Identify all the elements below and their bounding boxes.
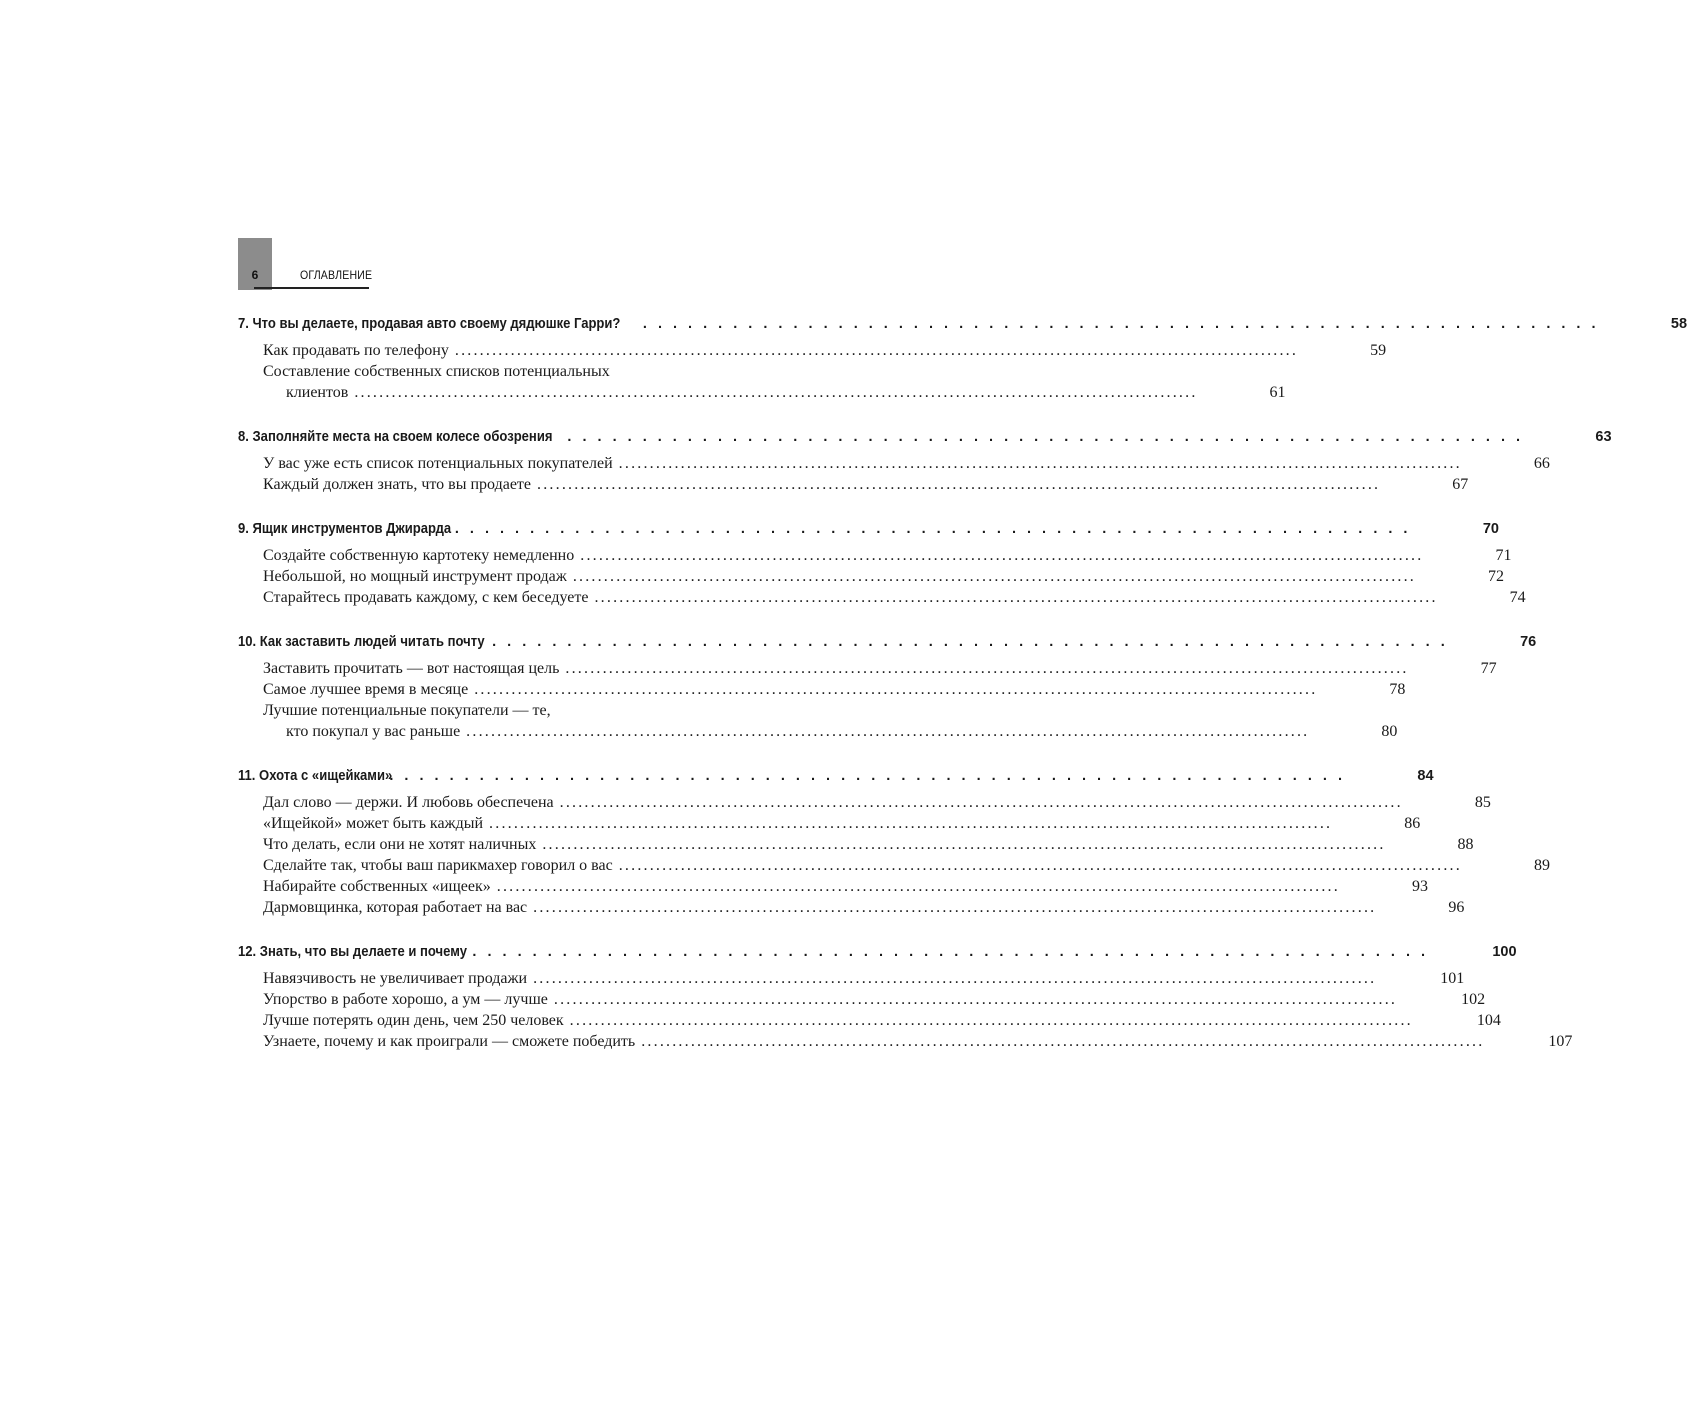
section-page-number: 80 [1381,723,1398,740]
toc-chapter [238,942,1573,1052]
section-entry[interactable] [238,813,1421,834]
section-entry[interactable] [238,658,1497,679]
chapter-page-number: 100 [1492,944,1517,960]
section-title: Что делать, если они не хотят наличных [263,836,537,853]
section-page-number: 74 [1509,589,1526,606]
chapter-page-number: 63 [1595,429,1612,445]
section-page-number: 71 [1495,547,1512,564]
chapter-title: 12. Знать, что вы делаете и почему [238,944,467,960]
section-entry[interactable] [238,587,1526,608]
section-title-line[interactable]: Лучшие потенциальные покупатели — те, [263,702,551,719]
section-page-number: 72 [1488,568,1505,585]
dot-leader: ........................................................................................................................................ [454,342,1299,359]
section-page-number: 107 [1548,1033,1573,1050]
dot-leader: ........................................................................................................................................ [594,589,1438,606]
chapter-entry[interactable] [238,519,1499,540]
section-entry[interactable] [238,566,1505,587]
section-title: Узнаете, почему и как проиграли — сможете победить [263,1033,636,1050]
chapter-page-number: 58 [1670,316,1687,332]
dot-leader: . . . . . . . . . . . . . . . . . . . . . . . . . . . . . . . . . . . . . . . . . . . . . . . . . . . . . . . . . . . . . . . . [642,316,1600,332]
dot-leader: ........................................................................................................................................ [466,723,1310,740]
section-entry[interactable] [238,876,1428,897]
section-title: Заставить прочитать — вот настоящая цель [263,660,560,677]
section-page-number: 66 [1533,455,1550,472]
dot-leader: . . . . . . . . . . . . . . . . . . . . . . . . . . . . . . . . . . . . . . . . . . . . . . . . . . . . . . . . . . . . . . . . [389,768,1346,784]
section-title: Старайтесь продавать каждому, с кем беседуете [263,589,589,606]
chapter-entry[interactable] [238,942,1517,963]
page-number-tab [238,238,272,290]
section-page-number: 93 [1411,878,1428,895]
section-entry[interactable] [238,340,1387,361]
section-entry[interactable] [238,474,1469,495]
dot-leader: ........................................................................................................................................ [565,660,1409,677]
table-of-contents [238,314,1687,1076]
chapter-title: 10. Как заставить людей читать почту [238,634,485,650]
chapter-page-number: 84 [1417,768,1434,784]
dot-leader: ........................................................................................................................................ [618,857,1462,874]
section-entry[interactable] [238,1010,1501,1031]
section-page-number: 86 [1404,815,1421,832]
section-title: Сделайте так, чтобы ваш парикмахер говорил о вас [263,857,613,874]
section-title: Как продавать по телефону [263,342,449,359]
section-title: У вас уже есть список потенциальных покупателей [263,455,613,472]
section-title: Дармовщинка, которая работает на вас [263,899,528,916]
dot-leader: . . . . . . . . . . . . . . . . . . . . . . . . . . . . . . . . . . . . . . . . . . . . . . . . . . . . . . . . . . . . . . . . [492,634,1449,650]
section-title: Самое лучшее время в месяце [263,681,469,698]
section-page-number: 59 [1370,342,1387,359]
chapter-title: 7. Что вы делаете, продавая авто своему дядюшке Гарри? [238,316,621,332]
dot-leader: ........................................................................................................................................ [569,1012,1413,1029]
toc-chapter [238,766,1550,918]
section-entry[interactable] [238,545,1512,566]
section-title-line[interactable]: Составление собственных списков потенциальных [263,363,610,380]
section-entry[interactable] [238,989,1486,1010]
section-entry[interactable] [238,897,1465,918]
dot-leader: ........................................................................................................................................ [354,384,1198,401]
section-title: Создайте собственную картотеку немедленно [263,547,575,564]
section-page-number: 67 [1452,476,1469,493]
toc-chapter [238,427,1612,495]
chapter-entry[interactable] [238,314,1687,335]
dot-leader: . . . . . . . . . . . . . . . . . . . . . . . . . . . . . . . . . . . . . . . . . . . . . . . . . . . . . . . . . . . . . . . . [567,429,1524,445]
header-rule [254,287,369,289]
section-title: Каждый должен знать, что вы продаете [263,476,532,493]
section-title: Навязчивость не увеличивает продажи [263,970,528,987]
dot-leader: ........................................................................................................................................ [618,455,1462,472]
dot-leader: ........................................................................................................................................ [580,547,1424,564]
chapter-page-number: 76 [1520,634,1537,650]
dot-leader: ........................................................................................................................................ [537,476,1381,493]
chapter-title: 11. Охота с «ищейками» [238,768,393,784]
section-title: кто покупал у вас раньше [286,723,461,740]
section-title: клиентов [286,384,349,401]
dot-leader: ........................................................................................................................................ [542,836,1386,853]
section-entry[interactable] [238,834,1474,855]
section-page-number: 101 [1440,970,1465,987]
running-header [238,238,373,290]
toc-chapter [238,314,1687,403]
dot-leader: ........................................................................................................................................ [553,991,1398,1008]
section-entry[interactable] [238,453,1550,474]
section-title: Упорство в работе хорошо, а ум — лучше [263,991,548,1008]
section-page-number: 104 [1476,1012,1501,1029]
dot-leader: ........................................................................................................................................ [533,970,1377,987]
dot-leader: ........................................................................................................................................ [533,899,1377,916]
section-entry[interactable] [238,792,1491,813]
section-page-number: 61 [1269,384,1286,401]
chapter-entry[interactable] [238,427,1612,448]
running-title: ОГЛАВЛЕНИЕ [300,268,373,282]
section-title: Небольшой, но мощный инструмент продаж [263,568,567,585]
section-page-number: 102 [1461,991,1486,1008]
dot-leader: ........................................................................................................................................ [572,568,1417,585]
page-number: 6 [251,268,259,282]
dot-leader: ........................................................................................................................................ [641,1033,1485,1050]
section-title: Дал слово — держи. И любовь обеспечена [263,794,554,811]
section-entry[interactable] [238,721,1398,742]
section-page-number: 89 [1533,857,1550,874]
section-title: «Ищейкой» может быть каждый [263,815,484,832]
section-page-number: 85 [1474,794,1491,811]
section-page-number: 96 [1448,899,1465,916]
section-entry[interactable] [238,1031,1573,1052]
section-title: Набирайте собственных «ищеек» [263,878,491,895]
section-page-number: 88 [1457,836,1474,853]
chapter-title: 8. Заполняйте места на своем колесе обозрения [238,429,553,445]
chapter-entry[interactable] [238,632,1537,653]
section-entry[interactable] [238,968,1465,989]
chapter-title: 9. Ящик инструментов Джирарда [238,521,452,537]
dot-leader: ........................................................................................................................................ [474,681,1318,698]
dot-leader: ........................................................................................................................................ [496,878,1340,895]
section-page-number: 78 [1389,681,1406,698]
section-entry[interactable] [238,382,1286,403]
section-page-number: 77 [1480,660,1497,677]
section-entry[interactable] [238,855,1550,876]
chapter-entry[interactable] [238,766,1434,787]
dot-leader: . . . . . . . . . . . . . . . . . . . . . . . . . . . . . . . . . . . . . . . . . . . . . . . . . . . . . . . . . . . . . . . . [454,521,1411,537]
toc-chapter [238,519,1526,608]
toc-chapter [238,632,1537,742]
section-entry[interactable] [238,679,1406,700]
dot-leader: . . . . . . . . . . . . . . . . . . . . . . . . . . . . . . . . . . . . . . . . . . . . . . . . . . . . . . . . . . . . . . . . [472,944,1429,960]
dot-leader: ........................................................................................................................................ [559,794,1403,811]
section-title: Лучше потерять один день, чем 250 человек [263,1012,564,1029]
chapter-page-number: 70 [1482,521,1499,537]
dot-leader: ........................................................................................................................................ [489,815,1333,832]
